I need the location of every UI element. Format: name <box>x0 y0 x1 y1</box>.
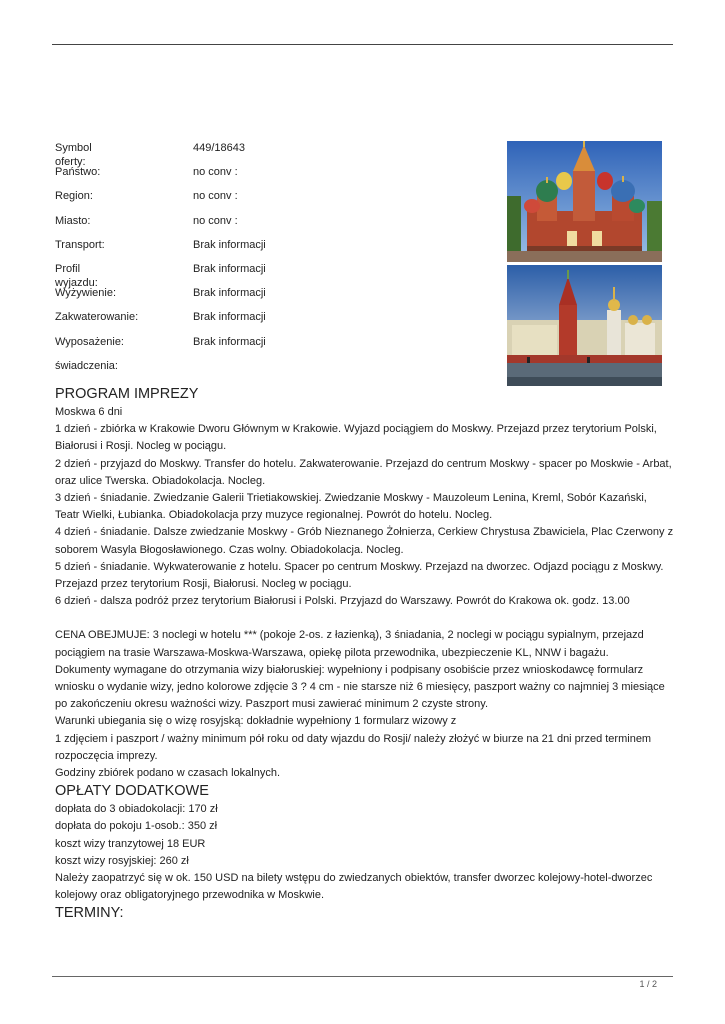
st-basils-cathedral-photo <box>507 141 662 262</box>
program-line: 3 dzień - śniadanie. Zwiedzanie Galerii Trietiakowskiej. Zwiedzanie Moskwy - Mauzoleum Lenina, Kreml, Sobór Kazański, <box>55 492 647 505</box>
info-value: Brak informacji <box>193 262 266 275</box>
program-line: Moskwa 6 dni <box>55 406 123 418</box>
header-rule <box>52 44 673 45</box>
info-label: Region: <box>55 190 93 203</box>
program-line: soborem Wasyla Błogosławionego. Czas wolny. Obiadokolacja. Nocleg. <box>55 543 404 556</box>
info-label: Symbol oferty: <box>55 142 92 168</box>
fee-line: koszt wizy tranzytowej 18 EUR <box>55 837 206 850</box>
fee-line: dopłata do 3 obiadokolacji: 170 zł <box>55 803 218 816</box>
offer-content <box>55 385 675 923</box>
program-line: Białorusi i Rosji. Nocleg w pociągu. <box>55 440 227 453</box>
fee-line: Należy zaopatrzyć się w ok. 150 USD na bilety wstępu do zwiedzanych obiektów, transfer dworzec kolejowy-hotel-dworzec <box>55 872 653 885</box>
program-line: 6 dzień - dalsza podróż przez terytorium Białorusi i Polski. Przyjazd do Warszawy. Powrót do Krakowa ok. godz. 13.00 <box>55 595 630 608</box>
info-label: Państwo: <box>55 166 101 179</box>
program-line: 2 dzień - przyjazd do Moskwy. Transfer do hotelu. Zakwaterowanie. Przejazd do centrum Moskwy - spacer po Moskwie - Arbat, <box>55 457 672 470</box>
fee-line: koszt wizy rosyjskiej: 260 zł <box>55 854 189 867</box>
price-info-line: Warunki ubiegania się o wizę rosyjską: dokładnie wypełniony 1 formularz wizowy z <box>55 715 457 728</box>
price-info-line: CENA OBEJMUJE: 3 noclegi w hotelu *** (pokoje 2-os. z łazienką), 3 śniadania, 2 noclegi w pociągu sypialnym, przejazd <box>55 629 644 642</box>
program-line: oraz ulice Twerska. Obiadokolacja. Nocleg. <box>55 474 266 487</box>
program-line: 4 dzień - śniadanie. Dalsze zwiedzanie Moskwy - Grób Nieznanego Żołnierza, Cerkiew Chrystusa Zbawiciela, Plac Czerwony z <box>55 526 674 539</box>
paragraph-gap <box>55 610 675 627</box>
info-label: Transport: <box>55 238 105 251</box>
info-label: Miasto: <box>55 214 91 227</box>
price-info-line: wniosku o wydanie wizy, jedno kolorowe zdjęcie 3 ? 4 cm - nie starsze niż 6 miesięcy, paszport ważny co najmniej 3 miesiące <box>55 681 665 694</box>
fees-title: OPŁATY DODATKOWE <box>55 783 209 800</box>
price-info-line: po zakończeniu okresu ważności wizy. Paszport musi zawierać minimum 2 czyste strony. <box>55 698 489 711</box>
footer-rule <box>52 976 673 977</box>
info-label: Zakwaterowanie: <box>55 311 139 324</box>
fee-line: dopłata do pokoju 1-osob.: 350 zł <box>55 820 218 833</box>
info-label: Wyposażenie: <box>55 335 124 348</box>
kremlin-photo <box>507 265 662 386</box>
info-value: Brak informacji <box>193 287 266 300</box>
program-line: 1 dzień - zbiórka w Krakowie Dworu Głównym w Krakowie. Wyjazd pociągiem do Moskwy. Przejazd przez terytorium Polski, <box>55 423 657 436</box>
info-value: Brak informacji <box>193 238 266 251</box>
info-value: Brak informacji <box>193 311 266 324</box>
program-line: Przejazd przez terytorium Rosji, Białorusi. Nocleg w pociągu. <box>55 578 352 591</box>
info-label: Profil wyjazdu: <box>55 262 98 289</box>
fee-line: kolejowy oraz obligatoryjnego przewodnika w Moskwie. <box>55 889 325 902</box>
info-value: Brak informacji <box>193 335 266 348</box>
program-title: PROGRAM IMPREZY <box>55 386 199 402</box>
price-info-line: rozpoczęcia imprezy. <box>55 749 158 762</box>
price-info-line: 1 zdjęciem i paszport / ważny minimum pół roku od daty wjazdu do Rosji/ należy złożyć w biurze na 21 dni przed terminem <box>55 732 652 745</box>
program-line: Teatr Wielki, Łubianka. Obiadokolacja przy muzyce regionalnej. Powrót do hotelu. Nocleg. <box>55 509 493 522</box>
terms-title: TERMINY: <box>55 905 124 922</box>
program-line: 5 dzień - śniadanie. Wykwaterowanie z hotelu. Spacer po centrum Moskwy. Przejazd na dworzec. Odjazd pociągu z Moskwy. <box>55 560 664 573</box>
price-info-line: Dokumenty wymagane do otrzymania wizy białoruskiej: wypełniony i podpisany osobiście przez wnioskodawcę formularz <box>55 663 644 676</box>
price-info-line: Godziny zbiórek podano w czasach lokalnych. <box>55 767 281 780</box>
page-number: 1 / 2 <box>639 979 657 989</box>
info-label: Wyżywienie: <box>55 287 117 300</box>
info-value: no conv : <box>193 190 238 203</box>
info-value: no conv : <box>193 166 238 179</box>
info-value: no conv : <box>193 214 238 227</box>
info-label: świadczenia: <box>55 359 118 372</box>
info-value: 449/18643 <box>193 142 245 154</box>
price-info-line: pociągiem na trasie Warszawa-Moskwa-Warszawa, opiekę pilota przewodnika, ubezpieczenie KL, NNW i bagażu. <box>55 646 609 659</box>
